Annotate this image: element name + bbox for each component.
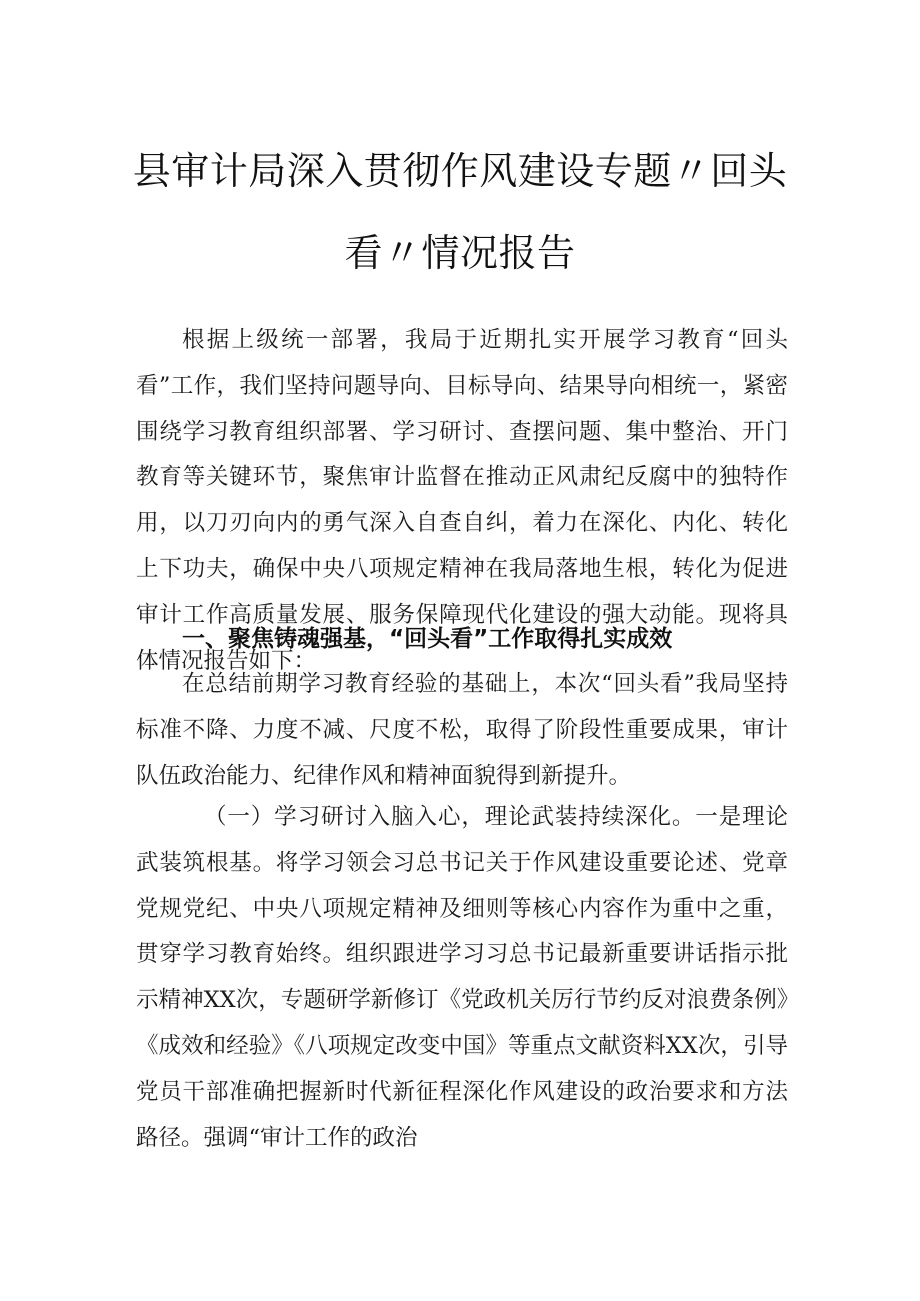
subsection-1-paragraph: （一）学习研讨入脑入心，理论武装持续深化。一是理论武装筑根基。将学习领会习总书记关于作风建设重要论述、党章党规党纪、中央八项规定精神及细则等核心内容作为重中之重，贯穿学习教育始终。组织跟进学习习总书记最新重要讲话指示批示精神XX次，专题研学新修订《党政机关厉行节约反对浪费条例》《成效和经验》《八项规定改变中国》等重点文献资料XX次，引导党员干部准确把握新时代新征程深化作风建设的政治要求和方法路径。强调“审计工作的政治 [136, 804, 788, 1151]
document-title-line-1: 县审计局深入贯彻作风建设专题〃回头 [132, 149, 788, 193]
section-1-paragraph: 在总结前期学习教育经验的基础上，本次“回头看”我局坚持标准不降、力度不减、尺度不松，取得了阶段性重要成果，审计队伍政治能力、纪律作风和精神面貌得到新提升。 [136, 671, 788, 789]
document-title-line-2: 看〃情况报告 [344, 231, 576, 275]
section-1-heading: 一、聚焦铸魂强基，“回头看”工作取得扎实成效 [182, 626, 673, 652]
intro-paragraph: 根据上级统一部署，我局于近期扎实开展学习教育“回头看”工作，我们坚持问题导向、目标导向、结果导向相统一，紧密围绕学习教育组织部署、学习研讨、查摆问题、集中整治、开门教育等关键环节，聚焦审计监督在推动正风肃纪反腐中的独特作用，以刀刃向内的勇气深入自查自纠，着力在深化、内化、转化上下功夫，确保中央八项规定精神在我局落地生根，转化为促进审计工作高质量发展、服务保障现代化建设的强大动能。现将具体情况报告如下： [136, 327, 788, 674]
